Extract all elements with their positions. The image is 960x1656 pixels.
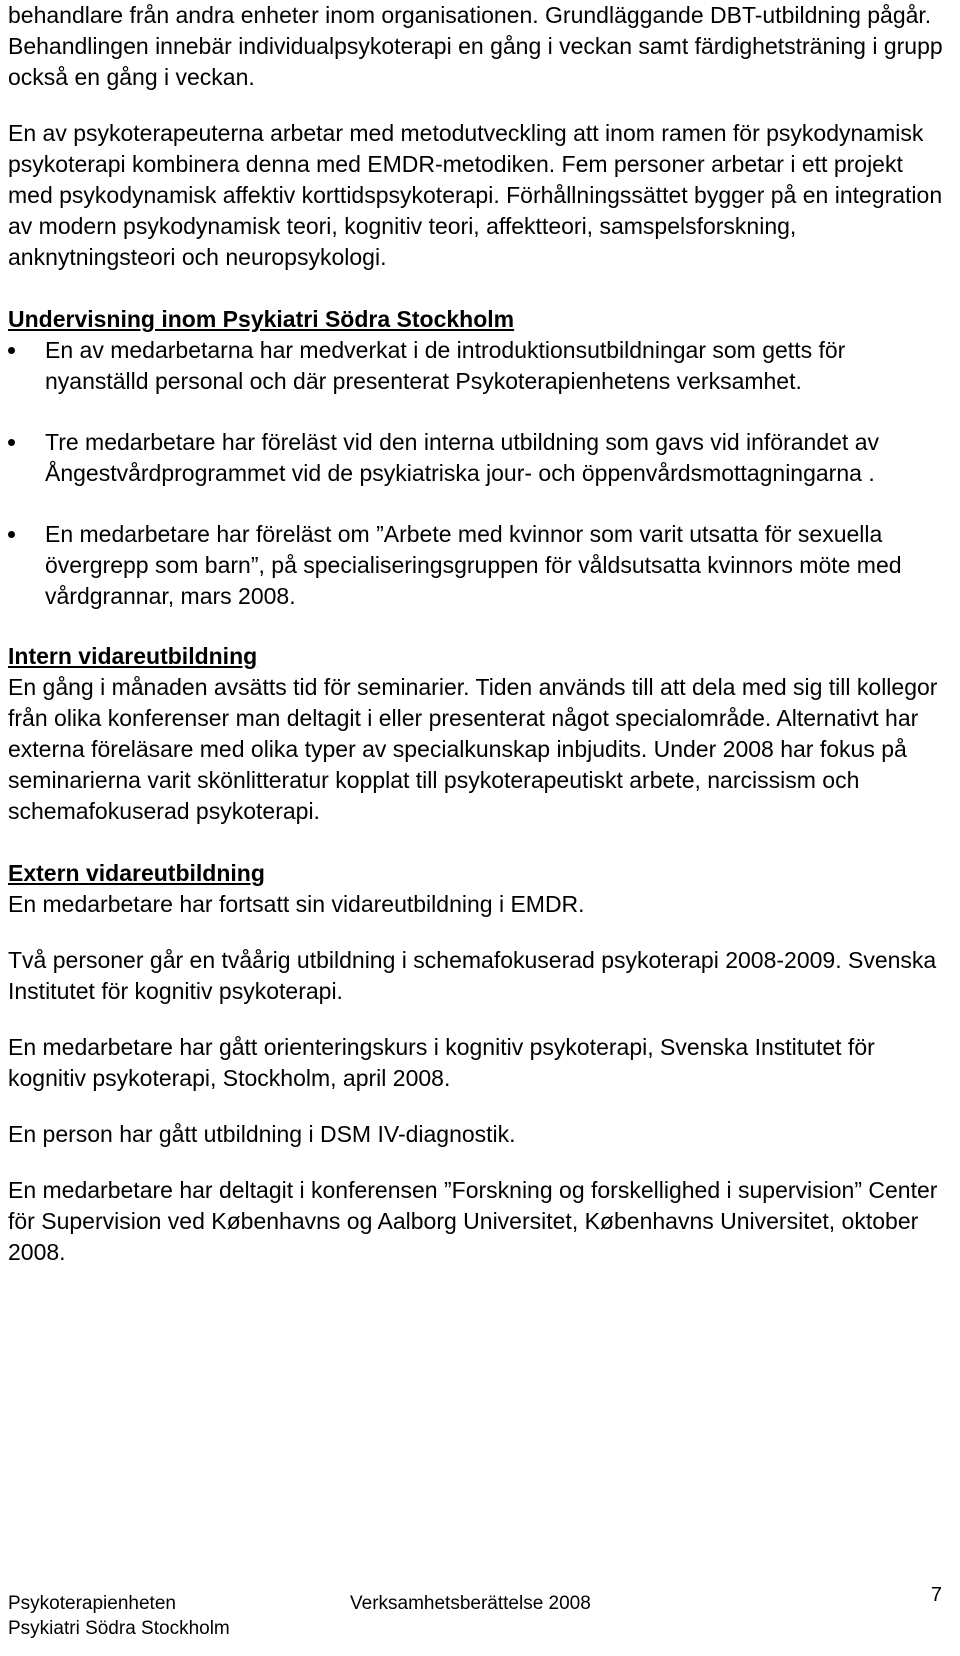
footer-report-title: Verksamhetsberättelse 2008: [350, 1593, 591, 1614]
list-item: [8, 335, 952, 397]
bullet-icon: [8, 531, 15, 538]
intern-paragraph: En gång i månaden avsätts tid för seminarier. Tiden används till att dela med sig till kollegor från olika konferenser man deltagit i eller presenterat något specialområde. Alternativt har externa föreläsare med olika typer av specialkunskap inbjudits. Under 2008 har fokus på seminarierna varit skönlitteratur kopplat till psykoterapeutiskt arbete, narcissism och schemafokuserad psykoterapi.: [8, 674, 938, 824]
section-extern: [8, 858, 952, 1268]
bullet-icon: [8, 347, 15, 354]
paragraph-spacer: [8, 93, 952, 118]
intro-paragraph-1: behandlare från andra enheter inom organisationen. Grundläggande DBT-utbildning pågår. Behandlingen innebär individualpsykoterapi en gång i veckan samt färdighetsträning i grupp också en gång i veckan.: [8, 2, 943, 90]
list-item-text: Tre medarbetare har föreläst vid den interna utbildning som gavs vid införandet av Ångestvårdprogrammet vid de psykiatriska jour- och öppenvårdsmottagningarna .: [45, 429, 879, 486]
list-item: [8, 427, 952, 489]
paragraph-spacer: [8, 1150, 952, 1175]
footer-organisation-block: [8, 1591, 230, 1641]
page-number: 7: [930, 1584, 942, 1606]
section-heading-undervisning: Undervisning inom Psykiatri Södra Stockholm: [8, 306, 515, 332]
section-heading-extern: Extern vidareutbildning: [8, 860, 265, 886]
intro-paragraph-2: En av psykoterapeuterna arbetar med metodutveckling att inom ramen för psykodynamisk psykoterapi kombinera denna med EMDR-metodiken. Fem personer arbetar i ett projekt med psykodynamisk affektiv korttidspsykoterapi. Förhållningssättet bygger på en integration av modern psykodynamisk teori, kognitiv teori, affektteori, samspelsforskning, anknytningsteori och neuropsykologi.: [8, 120, 943, 270]
section-spacer: [8, 273, 952, 304]
page-footer: [8, 1584, 952, 1643]
list-item-text: En av medarbetarna har medverkat i de introduktionsutbildningar som getts för nyanställd personal och där presenterat Psykoterapienhetens verksamhet.: [45, 337, 846, 394]
list-item: [8, 519, 952, 612]
paragraph-spacer: [8, 1007, 952, 1032]
extern-paragraph: En medarbetare har fortsatt sin vidareutbildning i EMDR.: [8, 891, 585, 917]
section-undervisning: [8, 304, 952, 612]
extern-paragraph: En person har gått utbildning i DSM IV-diagnostik.: [8, 1121, 516, 1147]
footer-organisation: Psykiatri Södra Stockholm: [8, 1618, 230, 1639]
bullet-icon: [8, 439, 15, 446]
extern-paragraph: En medarbetare har deltagit i konferensen ”Forskning og forskellighed i supervision” Center för Supervision ved Københavns og Aalborg Universitet, Københavns Universitet, oktober 2008.: [8, 1177, 938, 1265]
document-body: [8, 0, 952, 1268]
paragraph-spacer: [8, 920, 952, 945]
section-spacer: [8, 827, 952, 858]
extern-paragraph: Två personer går en tvåårig utbildning i schemafokuserad psykoterapi 2008-2009. Svenska Institutet för kognitiv psykoterapi.: [8, 947, 937, 1004]
extern-paragraph: En medarbetare har gått orienteringskurs i kognitiv psykoterapi, Svenska Institutet för kognitiv psykoterapi, Stockholm, april 2008.: [8, 1034, 875, 1091]
section-heading-intern: Intern vidareutbildning: [8, 643, 258, 669]
section-intern: [8, 641, 952, 827]
list-item-text: En medarbetare har föreläst om ”Arbete med kvinnor som varit utsatta för sexuella övergrepp som barn”, på specialiseringsgruppen för våldsutsatta kvinnors möte med vårdgrannar, mars 2008.: [45, 521, 902, 609]
paragraph-spacer: [8, 1094, 952, 1119]
bullet-list: [8, 335, 952, 612]
footer-unit: Psykoterapienheten: [8, 1593, 176, 1614]
